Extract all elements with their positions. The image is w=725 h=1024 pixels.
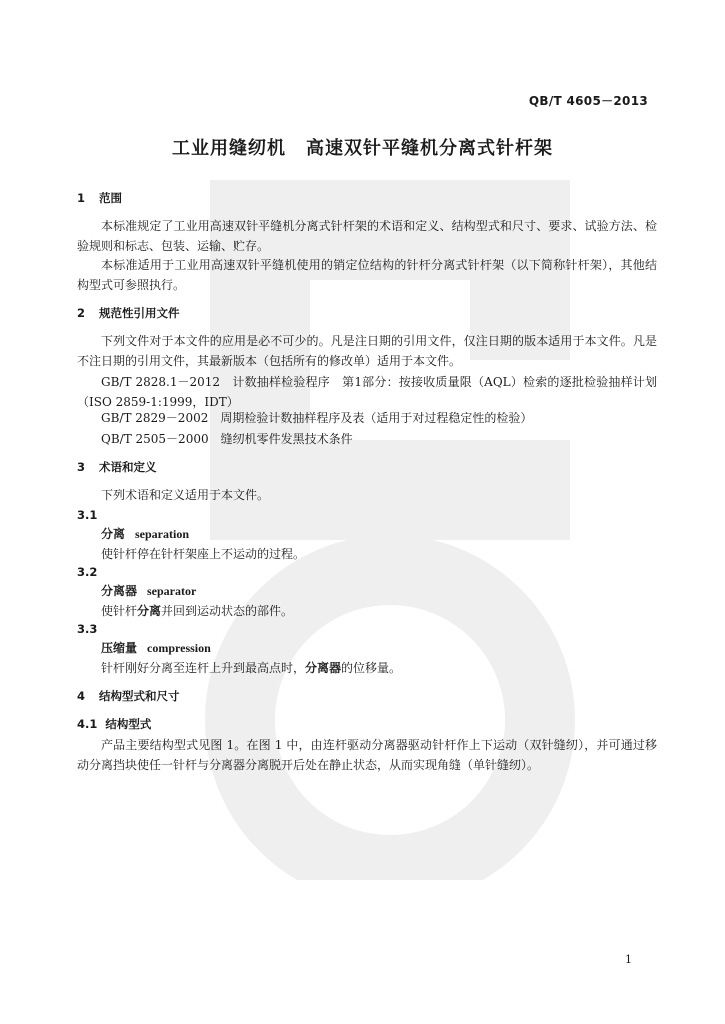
- term-3-2-number: 3.2: [77, 565, 98, 579]
- term-zh: 分离器: [101, 584, 138, 598]
- structure-paragraph: 产品主要结构型式见图 1。在图 1 中，由连杆驱动分离器驱动针杆作上下运动（双针缝纫），并可通过移动分离挡块使任一针杆与分离器分离脱开后处在静止状态，从而实现角缝（单针缝纫）。: [77, 738, 657, 772]
- term-3-1-definition: 使针杆停在针杆架座上不运动的过程。: [101, 547, 306, 561]
- section-4-heading: [77, 688, 180, 704]
- term-3-1: [101, 525, 189, 542]
- term-en: separation: [135, 527, 190, 541]
- section-number: 1: [77, 191, 86, 205]
- document-title: [0, 134, 725, 160]
- scope-paragraph-2: 本标准适用于工业用高速双针平缝机使用的销定位结构的针杆分离式针杆架（以下简称针杆架），其他结构型式可参照执行。: [77, 258, 657, 292]
- term-3-3-number: 3.3: [77, 622, 98, 636]
- section-number: 3: [77, 460, 86, 474]
- scope-paragraph-1: 本标准规定了工业用高速双针平缝机分离式针杆架的术语和定义、结构型式和尺寸、要求、试验方法、检验规则和标志、包装、运输、贮存。: [77, 219, 657, 253]
- title-part1: 工业用缝纫机: [172, 138, 286, 159]
- subsection-4-1-heading: [77, 716, 151, 732]
- section-title: 规范性引用文件: [99, 306, 180, 320]
- term-en: compression: [147, 641, 211, 655]
- section-title: 结构型式和尺寸: [99, 689, 180, 703]
- term-en: separator: [147, 584, 197, 598]
- def-text: 的位移量。: [341, 661, 402, 675]
- terms-intro: 下列术语和定义适用于本文件。: [101, 488, 270, 502]
- section-number: 2: [77, 306, 86, 320]
- reference-3: QB/T 2505－2000 缝纫机零件发黑技术条件: [101, 432, 353, 446]
- section-2-heading: [77, 305, 180, 321]
- term-3-1-number: 3.1: [77, 508, 98, 522]
- subsection-title: 结构型式: [105, 717, 152, 731]
- term-3-2: [101, 582, 196, 599]
- term-zh: 压缩量: [101, 641, 138, 655]
- standard-code: QB/T 4605－2013: [528, 94, 648, 108]
- def-text: 针杆刚好分离至连杆上升到最高点时，: [101, 661, 306, 675]
- def-text: 并回到运动状态的部件。: [161, 604, 294, 618]
- references-intro: 下列文件对于本文件的应用是必不可少的。凡是注日期的引用文件，仅注日期的版本适用于本文件。凡是不注日期的引用文件，其最新版本（包括所有的修改单）适用于本文件。: [77, 334, 657, 368]
- subsection-number: 4.1: [77, 717, 98, 731]
- section-title: 范围: [99, 191, 122, 205]
- term-3-3-definition: [101, 659, 401, 676]
- term-3-2-definition: [101, 602, 293, 619]
- reference-2: GB/T 2829－2002 周期检验计数抽样程序及表（适用于对过程稳定性的检验）: [101, 411, 533, 425]
- def-term-ref: 分离器: [305, 661, 342, 675]
- def-text: 使针杆: [101, 604, 138, 618]
- section-1-heading: [77, 190, 122, 206]
- section-title: 术语和定义: [99, 460, 157, 474]
- page-number: 1: [625, 953, 632, 966]
- section-3-heading: [77, 459, 157, 475]
- section-number: 4: [77, 689, 86, 703]
- def-term-ref: 分离: [137, 604, 162, 618]
- title-part2: 高速双针平缝机分离式针杆架: [306, 138, 553, 159]
- term-zh: 分离: [101, 527, 126, 541]
- term-3-3: [101, 639, 211, 656]
- reference-1: GB/T 2828.1－2012 计数抽样检验程序 第1部分：按接收质量限（AQL）检索的逐批检验抽样计划（ISO 2859-1:1999，IDT）: [77, 375, 657, 409]
